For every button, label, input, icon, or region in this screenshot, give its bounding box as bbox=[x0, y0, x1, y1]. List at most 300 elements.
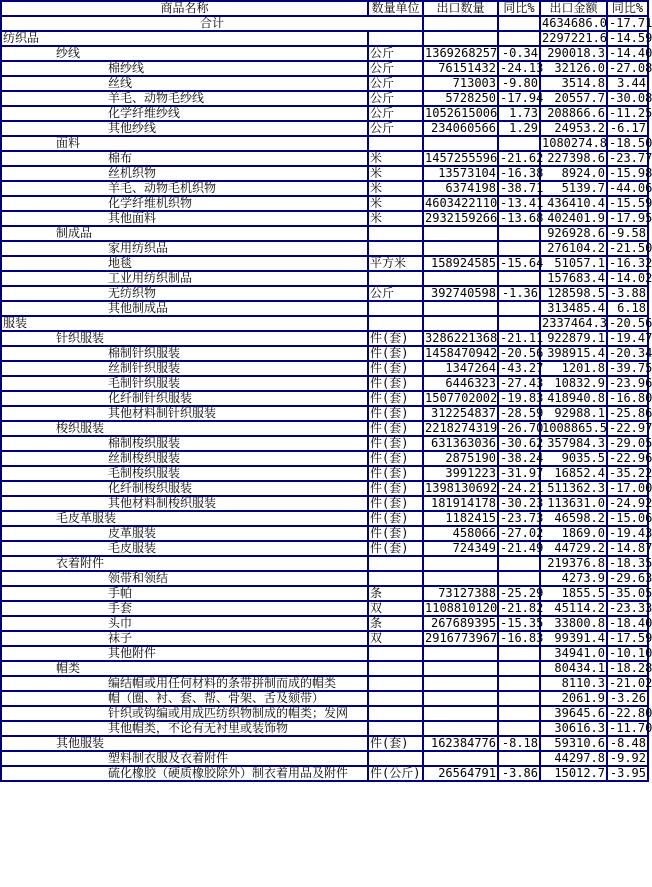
total-label: 合计 bbox=[1, 16, 423, 31]
row-amount-yoy: -18.50 bbox=[609, 136, 652, 150]
row-unit: 件(套) bbox=[368, 361, 423, 376]
row-unit bbox=[368, 271, 423, 286]
row-amount-yoy: -3.88 bbox=[607, 286, 648, 301]
row-amount: 402401.9 bbox=[540, 211, 607, 226]
total-amount-yoy: -17.71 bbox=[609, 16, 652, 30]
row-name: 领带和领结 bbox=[1, 571, 368, 586]
total-qty-yoy bbox=[498, 16, 540, 31]
row-amount: 1201.8 bbox=[540, 361, 607, 376]
table-row bbox=[1, 706, 648, 721]
table-row bbox=[1, 496, 648, 511]
table-row bbox=[1, 436, 648, 451]
row-amount: 9035.5 bbox=[540, 451, 607, 466]
row-qty: 267689395 bbox=[423, 616, 498, 631]
header-amount-yoy: 同比% bbox=[607, 1, 648, 16]
row-qty-yoy: -3.86 bbox=[498, 766, 540, 781]
row-qty-yoy: -9.80 bbox=[498, 76, 540, 91]
header-qty-yoy: 同比% bbox=[498, 1, 540, 16]
row-amount: 92988.1 bbox=[540, 406, 607, 421]
row-amount: 4273.9 bbox=[540, 571, 607, 586]
row-amount-yoy: -14.40 bbox=[609, 46, 652, 60]
row-qty-yoy bbox=[498, 271, 540, 286]
row-unit bbox=[368, 676, 423, 691]
row-amount-yoy: -20.56 bbox=[609, 316, 652, 330]
table-row bbox=[1, 391, 648, 406]
row-unit bbox=[368, 241, 423, 256]
table-row bbox=[1, 766, 648, 781]
row-name: 编结帽或用任何材料的条带拼制而成的帽类 bbox=[1, 676, 368, 691]
row-name: 其他材料制针织服装 bbox=[1, 406, 368, 421]
row-name: 棉布 bbox=[1, 151, 368, 166]
row-amount-yoy: -14.02 bbox=[609, 271, 652, 285]
row-name: 其他纱线 bbox=[1, 121, 368, 136]
row-unit: 公斤 bbox=[368, 121, 423, 136]
row-name: 纱线 bbox=[1, 46, 368, 61]
row-name: 皮革服装 bbox=[1, 526, 368, 541]
row-amount: 128598.5 bbox=[540, 286, 607, 301]
row-amount: 398915.4 bbox=[540, 346, 607, 361]
row-amount: 51057.1 bbox=[540, 256, 607, 271]
row-qty: 2875190 bbox=[423, 451, 498, 466]
row-unit: 公斤 bbox=[368, 46, 423, 61]
table-row bbox=[1, 301, 648, 316]
row-unit: 双 bbox=[368, 631, 423, 646]
row-unit bbox=[368, 661, 423, 676]
row-name: 丝制梭织服装 bbox=[1, 451, 368, 466]
row-amount-yoy: 6.18 bbox=[607, 301, 648, 316]
row-amount: 33800.8 bbox=[540, 616, 607, 631]
row-qty-yoy bbox=[498, 571, 540, 586]
row-amount: 45114.2 bbox=[540, 601, 607, 616]
row-unit: 米 bbox=[368, 166, 423, 181]
row-amount: 418940.8 bbox=[540, 391, 607, 406]
row-name: 制成品 bbox=[1, 226, 368, 241]
table-row bbox=[1, 166, 648, 181]
row-amount-yoy: -22.80 bbox=[609, 706, 652, 720]
row-qty-yoy: -21.49 bbox=[500, 541, 544, 555]
row-name: 面料 bbox=[1, 136, 368, 151]
row-amount: 227398.6 bbox=[540, 151, 607, 166]
total-row bbox=[1, 16, 648, 31]
row-amount-yoy: -9.92 bbox=[607, 751, 648, 766]
row-amount-yoy: -27.08 bbox=[609, 61, 652, 75]
row-qty-yoy: -0.34 bbox=[498, 46, 540, 61]
row-qty bbox=[423, 706, 498, 721]
row-amount-yoy: -35.22 bbox=[609, 466, 652, 480]
table-row bbox=[1, 121, 648, 136]
row-unit: 件(套) bbox=[368, 451, 423, 466]
row-name: 毛皮服装 bbox=[1, 541, 368, 556]
row-amount: 15012.7 bbox=[540, 766, 607, 781]
row-amount: 44297.8 bbox=[540, 751, 607, 766]
table-row bbox=[1, 451, 648, 466]
row-amount-yoy: -15.06 bbox=[609, 511, 652, 525]
row-amount: 99391.4 bbox=[540, 631, 607, 646]
row-name: 羊毛、动物毛机织物 bbox=[1, 181, 368, 196]
row-amount-yoy: -18.40 bbox=[609, 616, 652, 630]
row-unit: 件(套) bbox=[368, 406, 423, 421]
row-qty bbox=[423, 271, 498, 286]
row-qty bbox=[423, 646, 498, 661]
row-qty: 2218274319 bbox=[425, 421, 498, 435]
row-unit: 件(套) bbox=[368, 436, 423, 451]
row-qty: 1052615006 bbox=[425, 106, 498, 120]
row-amount: 20557.7 bbox=[540, 91, 607, 106]
row-amount-yoy: -18.35 bbox=[609, 556, 652, 570]
row-qty-yoy: -38.24 bbox=[500, 451, 544, 465]
row-unit: 件(套) bbox=[368, 466, 423, 481]
row-qty: 13573104 bbox=[423, 166, 498, 181]
row-amount-yoy: -19.43 bbox=[609, 526, 652, 540]
row-name: 手帕 bbox=[1, 586, 368, 601]
row-unit: 条 bbox=[368, 616, 423, 631]
row-qty bbox=[423, 721, 498, 736]
row-unit bbox=[368, 31, 423, 46]
table-row bbox=[1, 751, 648, 766]
table-row bbox=[1, 721, 648, 736]
row-qty-yoy: 1.73 bbox=[498, 106, 540, 121]
row-qty-yoy bbox=[498, 676, 540, 691]
row-qty: 1458470942 bbox=[425, 346, 498, 360]
row-qty: 3991223 bbox=[423, 466, 498, 481]
row-name: 毛制针织服装 bbox=[1, 376, 368, 391]
row-qty-yoy: 1.29 bbox=[498, 121, 540, 136]
row-unit bbox=[368, 751, 423, 766]
row-qty-yoy: -23.73 bbox=[500, 511, 544, 525]
row-name: 针织或钩编或用成匹纺织物制成的帽类；发网 bbox=[1, 706, 368, 721]
row-name: 服装 bbox=[1, 316, 368, 331]
row-amount-yoy: -16.80 bbox=[609, 391, 652, 405]
row-qty-yoy: -15.64 bbox=[500, 256, 544, 270]
row-name: 其他材料制梭织服装 bbox=[1, 496, 368, 511]
row-qty: 76151432 bbox=[423, 61, 498, 76]
row-amount: 5139.7 bbox=[540, 181, 607, 196]
row-name: 棉纱线 bbox=[1, 61, 368, 76]
row-amount: 34941.0 bbox=[540, 646, 607, 661]
row-unit bbox=[368, 571, 423, 586]
row-qty-yoy bbox=[498, 751, 540, 766]
row-amount: 30616.3 bbox=[540, 721, 607, 736]
row-unit: 米 bbox=[368, 181, 423, 196]
row-unit bbox=[368, 226, 423, 241]
row-amount-yoy: -25.86 bbox=[609, 406, 652, 420]
row-amount-yoy: -23.77 bbox=[609, 151, 652, 165]
table-row bbox=[1, 256, 648, 271]
row-amount-yoy: -21.02 bbox=[609, 676, 652, 690]
row-amount-yoy: -11.25 bbox=[609, 106, 652, 120]
row-qty-yoy bbox=[498, 316, 540, 331]
row-unit bbox=[368, 721, 423, 736]
row-amount-yoy: -17.59 bbox=[609, 631, 652, 645]
row-name: 袜子 bbox=[1, 631, 368, 646]
row-amount-yoy: -23.96 bbox=[609, 376, 652, 390]
row-amount: 290018.3 bbox=[540, 46, 607, 61]
row-qty-yoy: -16.83 bbox=[500, 631, 544, 645]
row-qty-yoy: -19.83 bbox=[500, 391, 544, 405]
row-name: 手套 bbox=[1, 601, 368, 616]
row-qty-yoy: -21.11 bbox=[500, 331, 544, 345]
row-qty-yoy: -27.02 bbox=[500, 526, 544, 540]
table-row bbox=[1, 526, 648, 541]
row-name: 丝机织物 bbox=[1, 166, 368, 181]
row-unit: 双 bbox=[368, 601, 423, 616]
row-qty-yoy: -28.59 bbox=[500, 406, 544, 420]
row-unit: 米 bbox=[368, 151, 423, 166]
row-amount: 436410.4 bbox=[540, 196, 607, 211]
row-qty: 234060566 bbox=[423, 121, 498, 136]
header-qty: 出口数量 bbox=[423, 1, 498, 16]
row-name: 丝制针织服装 bbox=[1, 361, 368, 376]
row-unit: 件(套) bbox=[368, 421, 423, 436]
row-name: 头巾 bbox=[1, 616, 368, 631]
table-row bbox=[1, 511, 648, 526]
row-qty-yoy: -20.56 bbox=[500, 346, 544, 360]
row-amount-yoy: -39.75 bbox=[609, 361, 652, 375]
row-qty-yoy: -30.62 bbox=[500, 436, 544, 450]
row-qty bbox=[423, 751, 498, 766]
row-unit bbox=[368, 556, 423, 571]
row-qty bbox=[423, 136, 498, 151]
row-amount-yoy: -10.10 bbox=[609, 646, 652, 660]
row-qty bbox=[423, 226, 498, 241]
row-qty-yoy bbox=[498, 136, 540, 151]
row-qty: 1507702002 bbox=[425, 391, 498, 405]
row-amount-yoy: -6.17 bbox=[607, 121, 648, 136]
row-amount-yoy: -22.97 bbox=[609, 421, 652, 435]
row-amount: 80434.1 bbox=[540, 661, 607, 676]
row-qty-yoy bbox=[498, 721, 540, 736]
row-unit bbox=[368, 646, 423, 661]
table-row bbox=[1, 736, 648, 751]
table-row bbox=[1, 631, 648, 646]
row-qty-yoy: -27.43 bbox=[500, 376, 544, 390]
row-name: 化纤制梭织服装 bbox=[1, 481, 368, 496]
row-name: 针织服装 bbox=[1, 331, 368, 346]
table-row bbox=[1, 331, 648, 346]
table-row bbox=[1, 481, 648, 496]
row-qty: 713003 bbox=[423, 76, 498, 91]
table-row bbox=[1, 466, 648, 481]
row-qty bbox=[423, 556, 498, 571]
table-row bbox=[1, 226, 648, 241]
row-amount: 8924.0 bbox=[540, 166, 607, 181]
row-qty bbox=[423, 661, 498, 676]
row-amount-yoy: -14.59 bbox=[609, 31, 652, 45]
row-name: 化学纤维机织物 bbox=[1, 196, 368, 211]
total-qty bbox=[423, 16, 498, 31]
row-qty: 73127388 bbox=[423, 586, 498, 601]
row-amount: 1080274.8 bbox=[542, 136, 608, 150]
row-qty: 158924585 bbox=[423, 256, 498, 271]
row-amount-yoy: -29.05 bbox=[609, 436, 652, 450]
row-name: 梭织服装 bbox=[1, 421, 368, 436]
row-qty-yoy: -25.29 bbox=[500, 586, 544, 600]
row-unit: 公斤 bbox=[368, 91, 423, 106]
row-amount: 157683.4 bbox=[540, 271, 607, 286]
row-name: 毛皮革服装 bbox=[1, 511, 368, 526]
header-amount: 出口金额 bbox=[540, 1, 607, 16]
row-amount: 922879.1 bbox=[540, 331, 607, 346]
row-qty-yoy: -30.23 bbox=[500, 496, 544, 510]
table-row bbox=[1, 646, 648, 661]
row-qty-yoy: -38.71 bbox=[500, 181, 544, 195]
row-amount: 32126.0 bbox=[540, 61, 607, 76]
row-name: 丝线 bbox=[1, 76, 368, 91]
table-row bbox=[1, 601, 648, 616]
row-qty-yoy bbox=[498, 646, 540, 661]
row-name: 家用纺织品 bbox=[1, 241, 368, 256]
row-qty-yoy: -21.82 bbox=[500, 601, 544, 615]
table-row bbox=[1, 91, 648, 106]
table-row bbox=[1, 61, 648, 76]
row-amount: 16852.4 bbox=[540, 466, 607, 481]
row-qty bbox=[423, 241, 498, 256]
row-unit: 米 bbox=[368, 196, 423, 211]
row-qty: 1457255596 bbox=[425, 151, 498, 165]
row-name: 其他面料 bbox=[1, 211, 368, 226]
row-unit bbox=[368, 706, 423, 721]
row-qty: 162384776 bbox=[423, 736, 498, 751]
row-amount-yoy: -29.63 bbox=[609, 571, 652, 585]
table-row bbox=[1, 676, 648, 691]
row-qty-yoy: -31.97 bbox=[500, 466, 544, 480]
row-amount: 2297221.6 bbox=[542, 31, 608, 45]
row-name: 其他附件 bbox=[1, 646, 368, 661]
row-amount-yoy: -19.47 bbox=[609, 331, 652, 345]
row-amount: 2337464.3 bbox=[542, 316, 608, 330]
row-amount: 8110.3 bbox=[540, 676, 607, 691]
table-row bbox=[1, 211, 648, 226]
table-row bbox=[1, 286, 648, 301]
row-qty-yoy: -17.94 bbox=[500, 91, 544, 105]
row-qty: 1108810120 bbox=[425, 601, 498, 615]
row-qty: 312254837 bbox=[423, 406, 498, 421]
table-row bbox=[1, 46, 648, 61]
row-name: 工业用纺织制品 bbox=[1, 271, 368, 286]
row-amount-yoy: -30.08 bbox=[609, 91, 652, 105]
row-qty bbox=[423, 316, 498, 331]
table-row bbox=[1, 691, 648, 706]
row-amount: 113631.0 bbox=[540, 496, 607, 511]
row-name: 帽类 bbox=[1, 661, 368, 676]
row-qty-yoy: -24.21 bbox=[500, 481, 544, 495]
row-qty: 26564791 bbox=[423, 766, 498, 781]
row-qty-yoy: -15.35 bbox=[500, 616, 544, 630]
row-unit: 公斤 bbox=[368, 106, 423, 121]
row-unit: 件(套) bbox=[368, 481, 423, 496]
row-amount-yoy: -44.06 bbox=[609, 181, 652, 195]
row-amount-yoy: -15.98 bbox=[609, 166, 652, 180]
table-row bbox=[1, 406, 648, 421]
table-row bbox=[1, 151, 648, 166]
row-qty-yoy: -24.13 bbox=[500, 61, 544, 75]
table-row bbox=[1, 136, 648, 151]
row-unit bbox=[368, 691, 423, 706]
row-qty: 2932159266 bbox=[425, 211, 498, 225]
table-row bbox=[1, 541, 648, 556]
row-qty-yoy bbox=[498, 661, 540, 676]
row-name: 衣着附件 bbox=[1, 556, 368, 571]
row-qty-yoy bbox=[498, 706, 540, 721]
table-row bbox=[1, 76, 648, 91]
row-name: 羊毛、动物毛纱线 bbox=[1, 91, 368, 106]
header-name: 商品名称 bbox=[1, 1, 368, 16]
row-qty: 5728250 bbox=[423, 91, 498, 106]
row-amount-yoy: -23.33 bbox=[609, 601, 652, 615]
row-unit bbox=[368, 316, 423, 331]
row-unit: 件(套) bbox=[368, 736, 423, 751]
table-row bbox=[1, 316, 648, 331]
row-name: 其他帽类，不论有无衬里或装饰物 bbox=[1, 721, 368, 736]
row-name: 地毯 bbox=[1, 256, 368, 271]
row-amount-yoy: -14.87 bbox=[609, 541, 652, 555]
row-unit: 件(套) bbox=[368, 496, 423, 511]
header-unit: 数量单位 bbox=[368, 1, 423, 16]
row-qty bbox=[423, 31, 498, 46]
row-qty-yoy: -43.27 bbox=[500, 361, 544, 375]
row-qty bbox=[423, 571, 498, 586]
row-amount: 1855.5 bbox=[540, 586, 607, 601]
table-row bbox=[1, 616, 648, 631]
table-row bbox=[1, 181, 648, 196]
row-amount-yoy: -24.92 bbox=[609, 496, 652, 510]
row-qty bbox=[423, 301, 498, 316]
row-amount: 313485.4 bbox=[540, 301, 607, 316]
row-qty-yoy bbox=[498, 301, 540, 316]
table-row bbox=[1, 271, 648, 286]
table-row bbox=[1, 241, 648, 256]
row-amount-yoy: -17.00 bbox=[609, 481, 652, 495]
row-qty: 631363036 bbox=[423, 436, 498, 451]
row-name: 其他制成品 bbox=[1, 301, 368, 316]
row-amount: 1869.0 bbox=[540, 526, 607, 541]
row-unit: 件(公斤) bbox=[368, 766, 423, 781]
row-name: 棉制针织服装 bbox=[1, 346, 368, 361]
row-amount-yoy: -11.70 bbox=[609, 721, 652, 735]
row-amount: 10832.9 bbox=[540, 376, 607, 391]
row-amount-yoy: -21.50 bbox=[609, 241, 652, 255]
row-amount: 276104.2 bbox=[540, 241, 607, 256]
row-unit: 件(套) bbox=[368, 511, 423, 526]
row-amount-yoy: -15.59 bbox=[609, 196, 652, 210]
table-row bbox=[1, 346, 648, 361]
row-unit: 平方米 bbox=[368, 256, 423, 271]
row-name: 化纤制针织服装 bbox=[1, 391, 368, 406]
row-amount-yoy: -17.95 bbox=[609, 211, 652, 225]
row-qty-yoy: -26.70 bbox=[500, 421, 544, 435]
row-qty-yoy: -21.62 bbox=[500, 151, 544, 165]
table-row bbox=[1, 556, 648, 571]
row-amount-yoy: -35.05 bbox=[609, 586, 652, 600]
table-row bbox=[1, 421, 648, 436]
row-name: 化学纤维纱线 bbox=[1, 106, 368, 121]
row-name: 帽（圈、衬、套、帮、骨架、舌及颏带） bbox=[1, 691, 368, 706]
row-qty: 6446323 bbox=[423, 376, 498, 391]
row-amount: 44729.2 bbox=[540, 541, 607, 556]
row-qty: 1398130692 bbox=[425, 481, 498, 495]
table-row bbox=[1, 361, 648, 376]
row-unit: 件(套) bbox=[368, 376, 423, 391]
row-amount-yoy: -16.32 bbox=[609, 256, 652, 270]
row-qty: 4603422110 bbox=[425, 196, 498, 210]
row-qty-yoy bbox=[498, 691, 540, 706]
row-qty: 724349 bbox=[423, 541, 498, 556]
row-amount: 357984.3 bbox=[540, 436, 607, 451]
row-qty-yoy: -13.68 bbox=[500, 211, 544, 225]
row-qty bbox=[423, 676, 498, 691]
row-unit: 件(套) bbox=[368, 391, 423, 406]
row-name: 其他服装 bbox=[1, 736, 368, 751]
